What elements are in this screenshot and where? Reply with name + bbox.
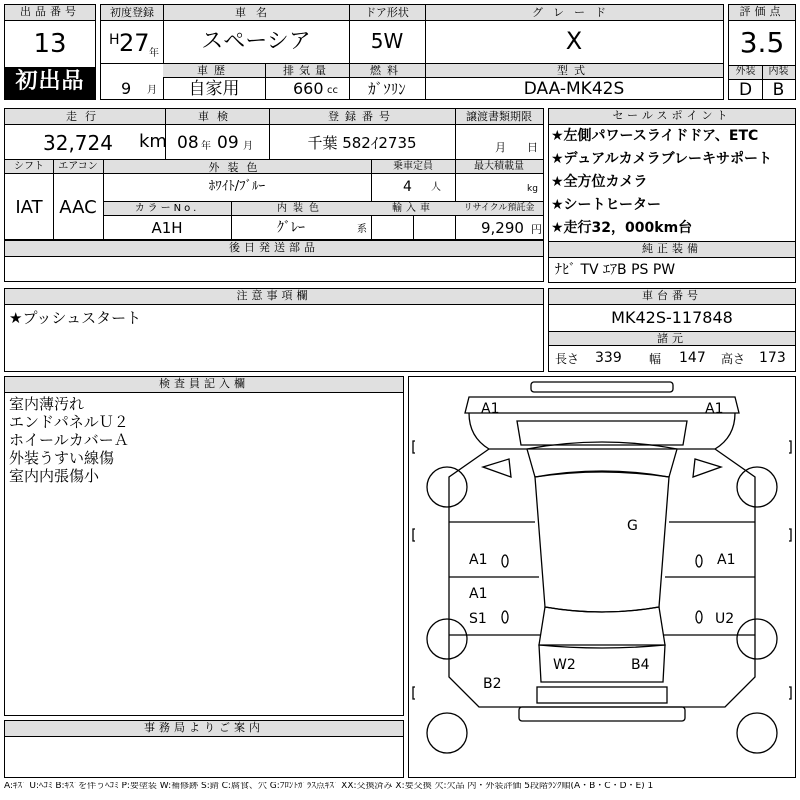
lot-number: 13 xyxy=(33,29,67,59)
load-label: 最大積載量 xyxy=(474,161,524,172)
import-label: 輸入車 xyxy=(392,203,434,214)
inspector-line: エンドパネルＵ２ xyxy=(9,413,129,431)
inspector-line: ホイールカバーＡ xyxy=(9,431,129,449)
later-parts-title: 後日発送部品 xyxy=(5,241,543,257)
notes-text: ★プッシュスタート xyxy=(9,309,142,327)
fuel: ｶﾞｿﾘﾝ xyxy=(368,80,406,98)
color-no-label: カラーNo. xyxy=(134,203,200,214)
interior-color: ｸﾞﾚｰ xyxy=(277,220,305,236)
damage-mark: G xyxy=(627,518,638,534)
car-name-label: 車名 xyxy=(235,6,277,19)
plate-label: 登録番号 xyxy=(328,110,396,123)
door-label: ドア形状 xyxy=(365,6,409,19)
dims-title: 諸元 xyxy=(549,332,795,346)
height: 173 xyxy=(759,350,786,366)
recycle-fee: 9,290 xyxy=(481,219,524,237)
damage-mark: S1 xyxy=(469,611,487,627)
load-unit: kg xyxy=(527,184,538,194)
damage-mark: A1 xyxy=(469,552,488,568)
score-box xyxy=(728,4,796,100)
plate-number: 千葉 582ｲ2735 xyxy=(307,134,417,152)
fuel-label: 燃料 xyxy=(370,64,404,77)
chassis-title: 車台番号 xyxy=(549,289,795,305)
insp-month-unit: 月 xyxy=(243,141,253,152)
insp-year-unit: 年 xyxy=(201,141,211,152)
damage-legend: A:ｷｽﾞ U:ﾍｺﾐ B:ｷｽﾞを伴うﾍｺﾐ P:要塗装 W:補修跡 S:錆 C:腐食、穴 G:ﾌﾛﾝﾄｶﾞﾗｽ点ｷｽﾞ XX:交換済み X:要交換 欠:欠品 内・外装評価 5段階ﾗﾝｸ順(A・B・C・D・E) 1 xyxy=(4,782,654,791)
shift-label: シフト xyxy=(14,161,44,172)
damage-mark: W2 xyxy=(553,657,576,673)
notes-title: 注意事項欄 xyxy=(5,289,543,305)
vehicle-top xyxy=(100,4,724,64)
color-no: A1H xyxy=(151,219,183,237)
chassis-number: MK42S-117848 xyxy=(611,308,733,327)
notes-box xyxy=(4,288,544,372)
model-code: DAA-MK42S xyxy=(523,79,625,99)
month-unit: 月 xyxy=(147,85,157,96)
history: 自家用 xyxy=(188,79,240,99)
width: 147 xyxy=(679,350,706,366)
car-name: スペーシア xyxy=(201,29,311,54)
inspector-line: 室内内張傷小 xyxy=(9,467,100,485)
sales-point-item: ★全方位カメラ xyxy=(551,174,648,190)
reg-year: 27 xyxy=(119,29,150,57)
sales-point-item: ★走行32，000km台 xyxy=(551,220,693,236)
first-listing-text: 初出品 xyxy=(15,69,85,94)
damage-mark: A1 xyxy=(481,401,500,417)
equipment-title: 純正装備 xyxy=(549,242,795,258)
grade: X xyxy=(565,27,583,55)
sales-point-item: ★左側パワースライドドア、ETC xyxy=(551,128,759,144)
int-grade: B xyxy=(772,80,785,100)
transfer-day: 日 xyxy=(527,141,538,154)
inspection-label: 車検 xyxy=(198,110,236,123)
ext-label: 外装 xyxy=(735,66,756,77)
sales-points-box xyxy=(548,108,796,242)
recycle-unit: 円 xyxy=(531,223,542,236)
mileage-label: 走行 xyxy=(66,110,104,123)
history-label: 車歴 xyxy=(197,64,231,77)
first-listing-badge xyxy=(5,67,95,99)
first-reg-label: 初度登録 xyxy=(110,6,154,19)
damage-mark: A1 xyxy=(717,552,736,568)
mileage: 32,724 xyxy=(43,131,113,155)
length-label: 長さ xyxy=(555,352,580,366)
body-color: ﾎﾜｲﾄ/ﾌﾞﾙｰ xyxy=(208,179,266,194)
car-outline xyxy=(409,377,795,777)
insp-year: 08 xyxy=(177,133,199,153)
damage-mark: B4 xyxy=(631,657,650,673)
door-type: 5W xyxy=(370,29,404,53)
chassis-box xyxy=(548,288,796,372)
score-label: 評価点 xyxy=(729,5,795,21)
inspector-line: 室内薄汚れ xyxy=(9,395,85,413)
detail-grid xyxy=(4,108,544,240)
int-label: 内装 xyxy=(768,66,789,77)
displacement-unit: cc xyxy=(327,85,338,96)
length: 339 xyxy=(595,350,622,366)
later-parts-box xyxy=(4,240,544,282)
recycle-label: リサイクル預託金 xyxy=(463,203,535,213)
damage-mark: B2 xyxy=(483,676,502,692)
lot-label: 出品番号 xyxy=(5,5,95,21)
displacement: 660 xyxy=(293,79,324,98)
model-label: 型式 xyxy=(557,64,591,77)
equipment-box xyxy=(548,241,796,283)
damage-mark: U2 xyxy=(715,611,735,627)
vehicle-sub xyxy=(100,63,724,100)
width-label: 幅 xyxy=(649,352,662,366)
score: 3.5 xyxy=(739,26,785,59)
ac-label: エアコン xyxy=(58,161,98,172)
sales-point-item: ★シートヒーター xyxy=(551,197,661,213)
capacity-unit: 人 xyxy=(431,182,441,193)
transfer-month: 月 xyxy=(495,141,506,154)
interior-color-unit: 系 xyxy=(357,224,367,235)
inspector-title: 検査員記入欄 xyxy=(5,377,403,393)
inspector-line: 外装うすい線傷 xyxy=(9,449,115,467)
sales-point-item: ★デュアルカメラブレーキサポート xyxy=(551,151,773,167)
office-title: 事務局よりご案内 xyxy=(5,721,403,737)
office-box xyxy=(4,720,404,778)
year-unit: 年 xyxy=(149,48,159,59)
height-label: 高さ xyxy=(721,352,746,366)
damage-mark: A1 xyxy=(469,586,488,602)
transfer-label: 譲渡書類期限 xyxy=(466,110,532,123)
capacity-label: 乗車定員 xyxy=(393,161,433,172)
equipment: ﾅﾋﾞ TV ｴｱB PS PW xyxy=(555,262,676,278)
sales-points-title: セールスポイント xyxy=(549,109,795,125)
damage-mark: A1 xyxy=(705,401,724,417)
grade-label: グレード xyxy=(532,6,616,19)
inspector-box xyxy=(4,376,404,716)
insp-month: 09 xyxy=(217,133,239,153)
lot-box xyxy=(4,4,96,100)
reg-month: 9 xyxy=(121,79,132,98)
shift: IAT xyxy=(15,197,43,218)
ac: AAC xyxy=(59,197,97,218)
car-diagram xyxy=(408,376,796,778)
interior-color-label: 内装色 xyxy=(277,203,325,214)
capacity: 4 xyxy=(403,179,412,195)
color-label: 外装色 xyxy=(208,161,266,174)
ext-grade: D xyxy=(738,80,753,100)
mileage-unit: km xyxy=(139,131,167,152)
era: H xyxy=(109,32,120,48)
displacement-label: 排気量 xyxy=(283,64,331,77)
